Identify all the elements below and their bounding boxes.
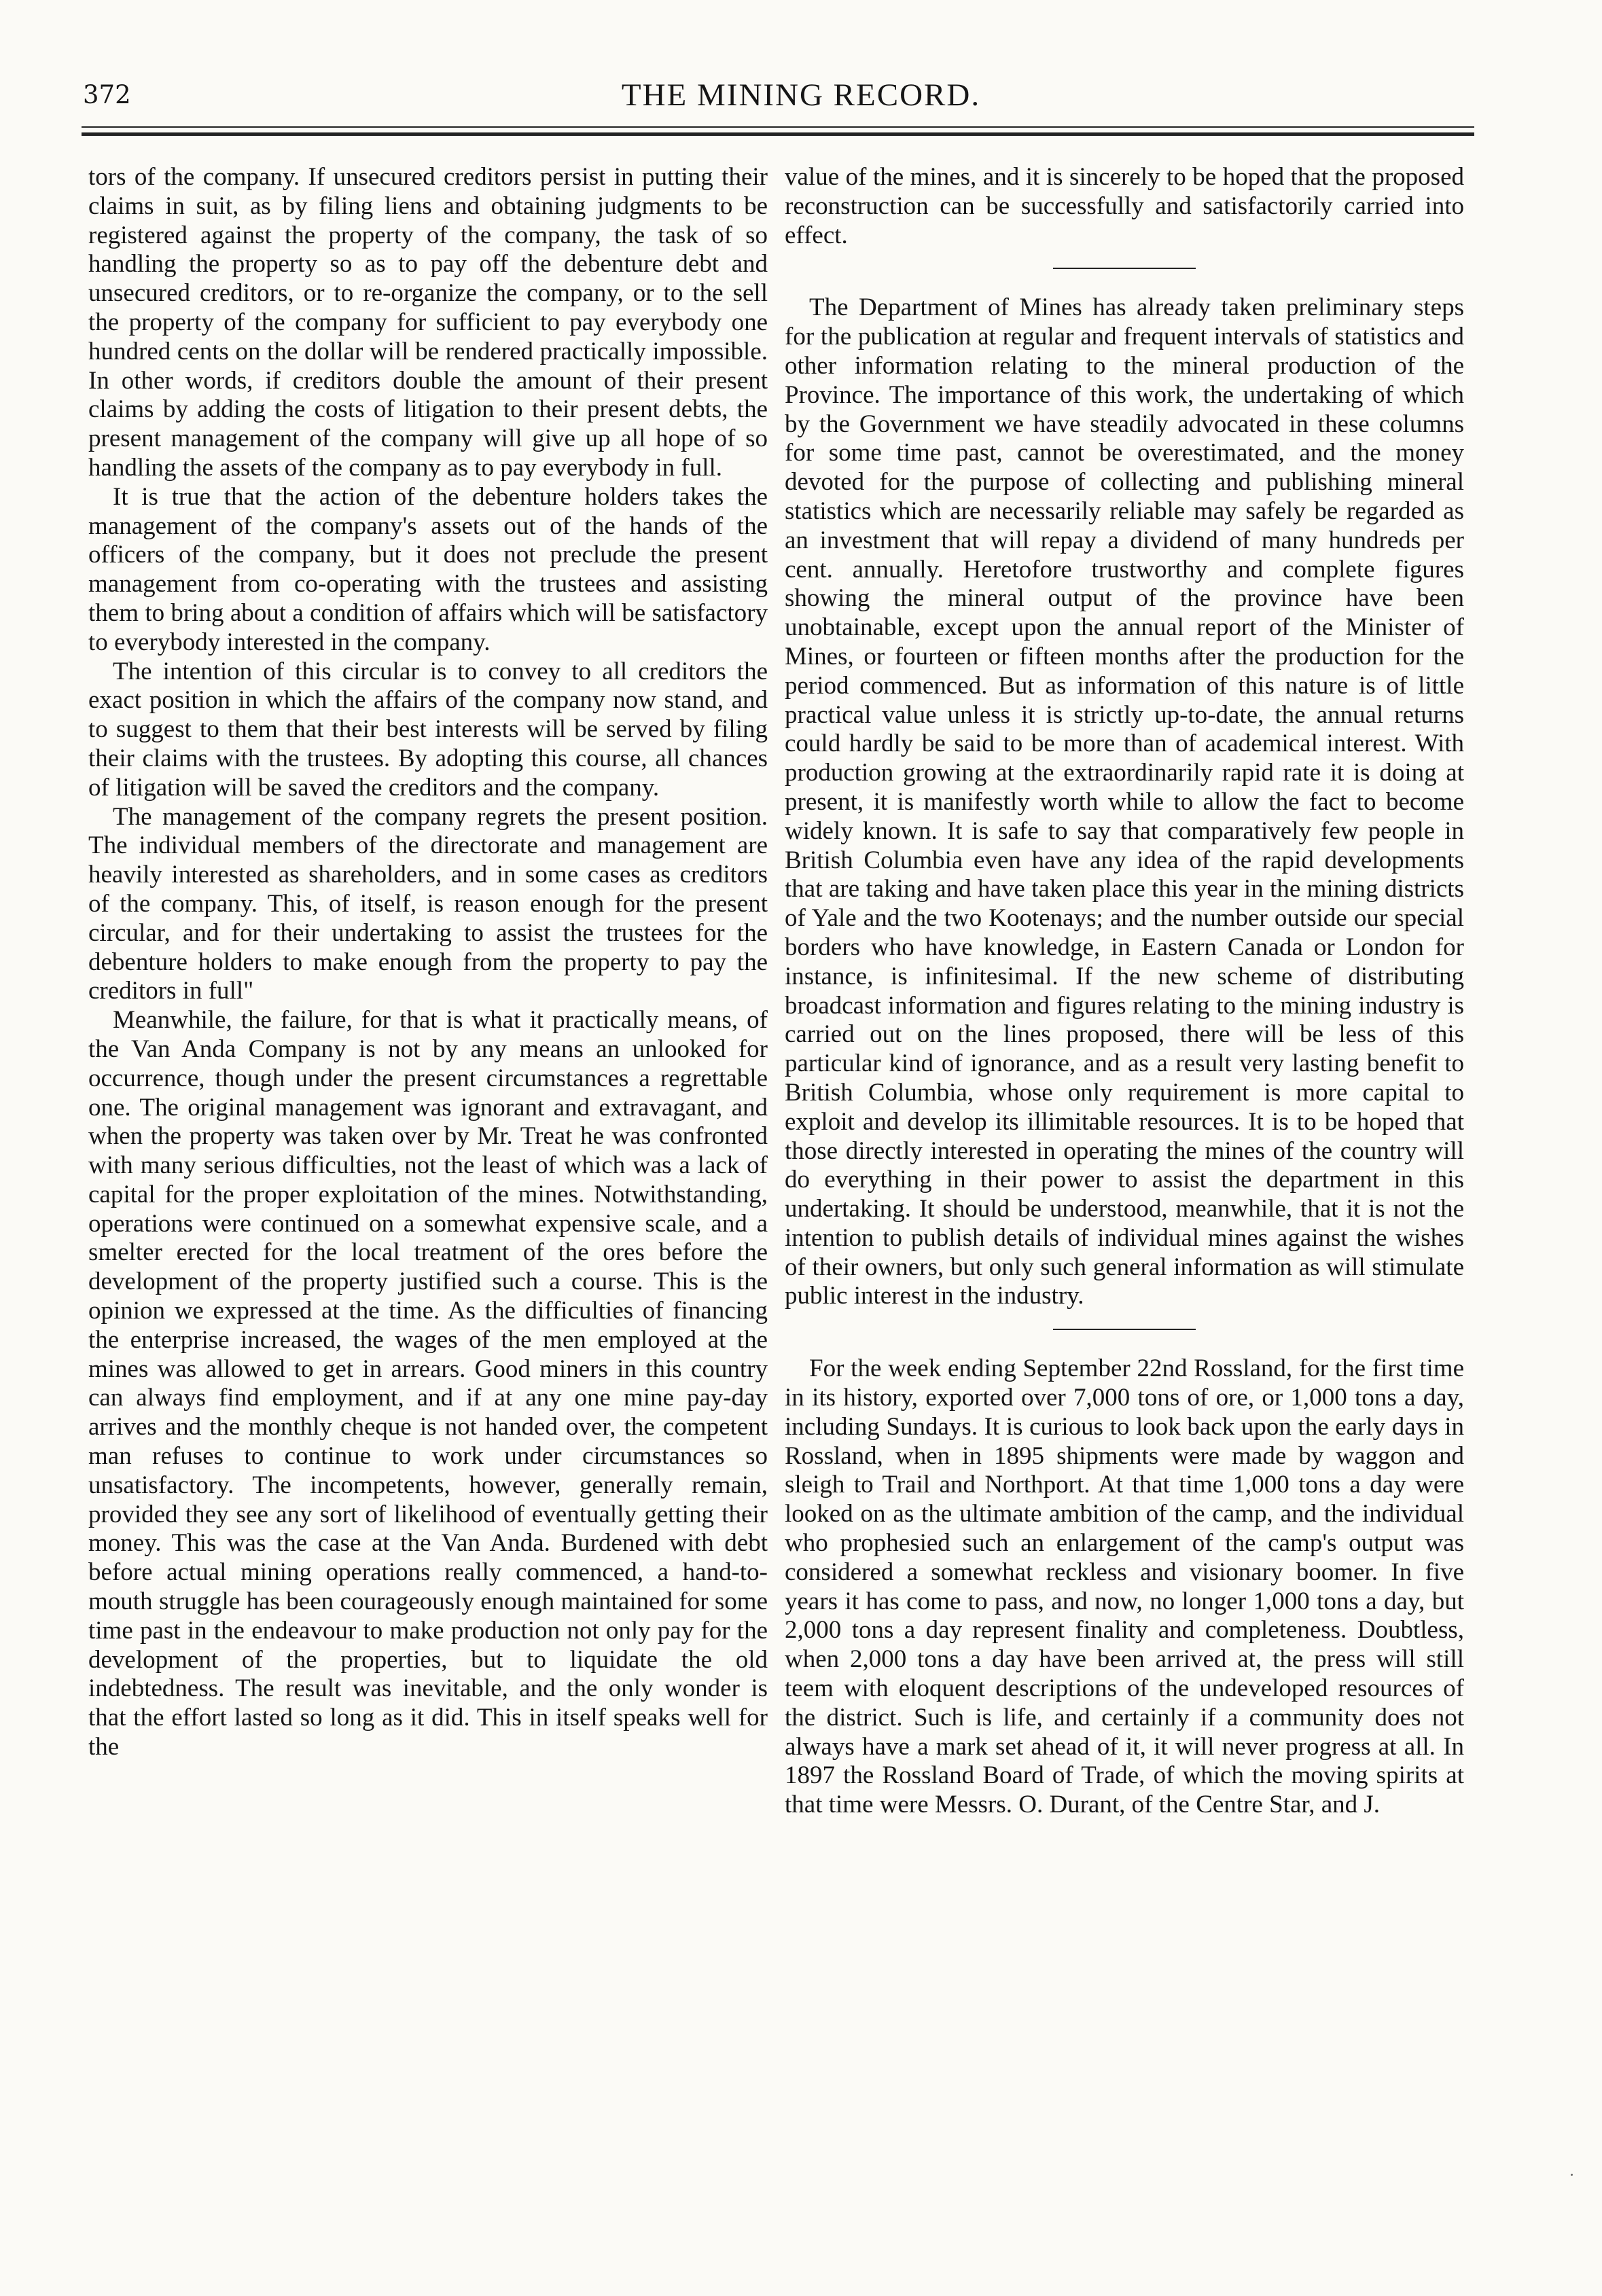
page-number: 372 [83, 80, 131, 109]
left-paragraph-3: The intention of this circular is to convey to all creditors the exact position in which the affairs of the company now stand, and to suggest to them that their best interests will be served by filing their claims with the trustees. By adopting this course, all chances of litigation will be saved the creditors and the company. [88, 657, 768, 802]
header-rule-thick [82, 132, 1474, 136]
left-column [88, 163, 768, 1762]
right-paragraph-1: value of the mines, and it is sincerely to be hoped that the proposed reconstruction can be successfully and satisfactorily carried into effect. [785, 163, 1464, 249]
left-paragraph-4: The management of the company regrets the present position. The individual members of the directorate and management are heavily interested as shareholders, and in some cases as creditors of the company. This, of itself, is reason enough for the present circular, and for their undertaking to assist the trustees for the debenture holders to make enough from the property to pay the creditors in full" [88, 802, 768, 1005]
page-header [0, 0, 1602, 136]
scan-speck [1571, 2174, 1573, 2176]
left-paragraph-5: Meanwhile, the failure, for that is what it practically means, of the Van Anda Company is not by any means an unlooked for occurrence, though under the present circumstances a regrettable one. The original management was ignorant and extravagant, and when the property was taken over by Mr. Treat he was confronted with many serious difficulties, not the least of which was a lack of capital for the proper exploitation of the mines. Notwithstanding, operations were continued on a somewhat expensive scale, and a smelter erected for the local treatment of the ores before the development of the property justified such a course. This is the opinion we expressed at the time. As the difficulties of financing the enterprise increased, the wages of the men employed at the mines was allowed to get in arrears. Good miners in this country can always find employment, and if at any one mine pay-day arrives and the monthly cheque is not handed over, the competent man refuses to continue to work under circumstances so unsatisfactory. The incompetents, however, generally remain, provided they see any sort of likelihood of eventually getting their money. This was the case at the Van Anda. Burdened with debt before actual mining operations really commenced, a hand-to-mouth struggle has been courageously enough maintained for some time past in the endeavour to make production not only pay for the development of the properties, but to liquidate the old indebtedness. The result was inevitable, and the only wonder is that the effort lasted so long as it did. This in itself speaks well for the [88, 1006, 768, 1761]
section-divider-1 [1053, 268, 1196, 269]
left-paragraph-2: It is true that the action of the debenture holders takes the management of the company's assets out of the hands of the officers of the company, but it does not preclude the present management from co-operating with the trustees and assisting them to bring about a condition of affairs which will be satisfactory to everybody interested in the company. [88, 482, 768, 656]
running-title: THE MINING RECORD. [621, 77, 981, 113]
right-paragraph-3: For the week ending September 22nd Rossland, for the first time in its history, exported over 7,000 tons of ore, or 1,000 tons a day, including Sundays. It is curious to look back upon the early days in Rossland, when in 1895 shipments were made by waggon and sleigh to Trail and Northport. At that time 1,000 tons a day were looked on as the ultimate ambition of the camp, and the individual who prophesied such an enlargement of the camp's output was considered a somewhat reckless and visionary boomer. In five years it has come to pass, and now, no longer 1,000 tons a day, but 2,000 tons a day represent finality and completeness. Doubtless, when 2,000 tons a day have been arrived at, the press will still teem with eloquent descriptions of the undeveloped resources of the district. Such is life, and certainly if a community does not always have a mark set ahead of it, it will never progress at all. In 1897 the Rossland Board of Trade, of which the moving spirits at that time were Messrs. O. Durant, of the Centre Star, and J. [785, 1355, 1464, 1819]
left-paragraph-1: tors of the company. If unsecured creditors persist in putting their claims in suit, as by filing liens and obtaining judgments to be registered against the property of the company, the task of so handling the property so as to pay off the debenture debt and unsecured creditors, or to re-organize the company, or to the sell the property of the company for sufficient to pay everybody one hundred cents on the dollar will be rendered practically impossible. In other words, if creditors double the amount of their present claims by adding the costs of litigation to their present debts, the present management of the company will give up all hope of so handling the assets of the company as to pay everybody in full. [88, 163, 768, 482]
header-rule-thin [82, 126, 1474, 128]
right-paragraph-2: The Department of Mines has already taken preliminary steps for the publication at regular and frequent intervals of statistics and other information relating to the mineral production of the Province. The importance of this work, the undertaking of which by the Government we have steadily advocated in these columns for some time past, cannot be overestimated, and the money devoted for the purpose of collecting and publishing mineral statistics which are necessarily reliable may safely be regarded as an investment that will repay a dividend of many hundreds per cent. annually. Heretofore trustworthy and complete figures showing the mineral output of the province have been unobtainable, except upon the annual report of the Minister of Mines, or fourteen or fifteen months after the production for the period commenced. But as information of this nature is of little practical value unless it is strictly up-to-date, the annual returns could hardly be said to be more than of academical interest. With production growing at the extraordinarily rapid rate it is doing at present, it is manifestly worth while to allow the fact to become widely known. It is safe to say that comparatively few people in British Columbia even have any idea of the rapid developments that are taking and have taken place this year in the mining districts of Yale and the two Kootenays; and the number outside our special borders who have knowledge, in Eastern Canada or London for instance, is infinitesimal. If the new scheme of distributing broadcast information and figures relating to the mining industry is carried out on the lines proposed, there will be less of this particular kind of ignorance, and as a result very lasting benefit to British Columbia, whose only requirement is more capital to exploit and develop its illimitable resources. It is to be hoped that those directly interested in operating the mines of the country will do everything in their power to assist the department in this undertaking. It should be understood, meanwhile, that it is not the intention to publish details of individual mines against the wishes of their owners, but only such general information as will stimulate public interest in the industry. [785, 293, 1464, 1310]
right-column [785, 163, 1464, 1820]
section-divider-2 [1053, 1329, 1196, 1330]
